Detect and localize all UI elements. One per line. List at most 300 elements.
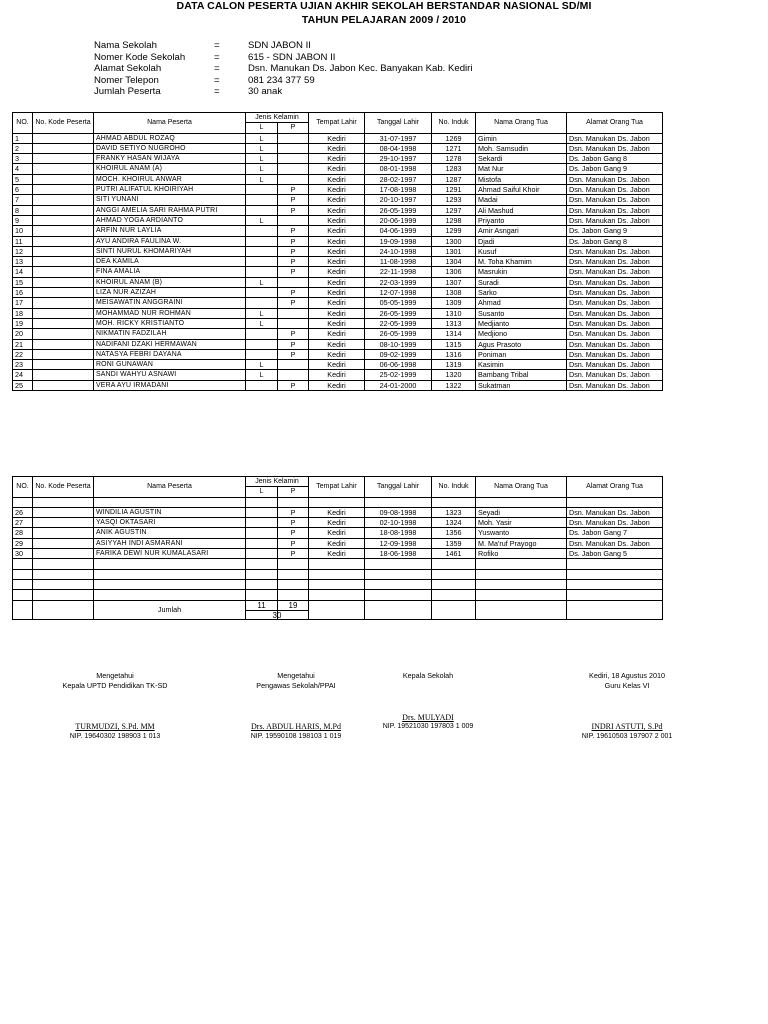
cell-tanggal: 22-05-1999 <box>365 318 432 328</box>
cell-p: P <box>278 549 309 559</box>
cell-l: L <box>246 133 278 143</box>
cell-induk: 1307 <box>432 277 476 287</box>
cell-no: 18 <box>13 308 33 318</box>
cell-empty <box>13 569 33 579</box>
totals-l: 11 <box>246 600 278 619</box>
cell-l <box>246 538 278 548</box>
cell-empty <box>432 559 476 569</box>
cell-tempat: Kediri <box>309 257 365 267</box>
cell-ortu: Masrukin <box>476 267 567 277</box>
cell-kode <box>33 133 94 143</box>
info-eq: = <box>214 74 220 86</box>
cell-nama: LIZA NUR AZIZAH <box>94 288 246 298</box>
cell-kode <box>33 507 94 517</box>
cell-l: L <box>246 154 278 164</box>
cell-alamat: Dsn. Manukan Ds. Jabon <box>567 246 663 256</box>
cell-l: L <box>246 143 278 153</box>
cell-ortu: Ali Mashud <box>476 205 567 215</box>
table-row <box>13 277 663 287</box>
cell-induk: 1310 <box>432 308 476 318</box>
cell-p <box>278 154 309 164</box>
empty-row <box>13 559 663 569</box>
cell-no: 4 <box>13 164 33 174</box>
cell-l: L <box>246 277 278 287</box>
cell-p: P <box>278 257 309 267</box>
cell-no: 9 <box>13 215 33 225</box>
cell-no: 1 <box>13 133 33 143</box>
cell-l: L <box>246 164 278 174</box>
header-l: L <box>246 123 278 133</box>
cell-kode <box>33 257 94 267</box>
cell-alamat: Dsn. Manukan Ds. Jabon <box>567 349 663 359</box>
cell-kode <box>33 370 94 380</box>
cell-alamat: Dsn. Manukan Ds. Jabon <box>567 215 663 225</box>
cell-alamat: Ds. Jabon Gang 8 <box>567 236 663 246</box>
table-row <box>13 154 663 164</box>
cell-empty <box>33 590 94 600</box>
signature-line2: Kepala UPTD Pendidikan TK-SD <box>62 680 168 690</box>
cell-l: L <box>246 318 278 328</box>
cell-kode <box>33 518 94 528</box>
signature-line2: Pengawas Sekolah/PPAI <box>256 680 336 690</box>
cell-empty <box>246 559 278 569</box>
cell-tempat: Kediri <box>309 215 365 225</box>
cell-induk: 1308 <box>432 288 476 298</box>
cell-ortu: Amir Asngari <box>476 226 567 236</box>
cell-empty <box>278 579 309 589</box>
table-header-row <box>13 113 663 123</box>
cell-empty <box>13 579 33 589</box>
cell-ortu: Moh. Samsudin <box>476 143 567 153</box>
cell-kode <box>33 164 94 174</box>
info-row <box>94 40 473 52</box>
cell-p <box>278 308 309 318</box>
cell-kode <box>33 549 94 559</box>
cell-nama: YASQI OKTASARI <box>94 518 246 528</box>
cell-nama: RONI GUNAWAN <box>94 360 246 370</box>
info-eq: = <box>214 63 220 75</box>
cell-alamat: Dsn. Manukan Ds. Jabon <box>567 298 663 308</box>
cell-alamat: Dsn. Manukan Ds. Jabon <box>567 518 663 528</box>
cell-induk: 1304 <box>432 257 476 267</box>
signature-nip: NIP. 19610503 197907 2 001 <box>581 732 673 740</box>
cell-induk: 1359 <box>432 538 476 548</box>
cell-kode <box>33 308 94 318</box>
cell-empty <box>432 590 476 600</box>
cell-tanggal: 26-05-1999 <box>365 205 432 215</box>
header-nama-orang-tua: Nama Orang Tua <box>476 113 567 134</box>
table-row <box>13 185 663 195</box>
cell-kode <box>33 246 94 256</box>
cell-tempat: Kediri <box>309 370 365 380</box>
table-row <box>13 226 663 236</box>
info-row <box>94 75 473 87</box>
header-p: P <box>278 123 309 133</box>
table-row <box>13 528 663 538</box>
info-label: Nomer Kode Sekolah <box>94 51 186 63</box>
signature-line1: Mengetahui <box>96 671 134 680</box>
cell-no: 12 <box>13 246 33 256</box>
cell-empty <box>94 569 246 579</box>
table-row <box>13 246 663 256</box>
empty-row <box>13 497 663 507</box>
cell-tanggal: 24-10-1998 <box>365 246 432 256</box>
table-row <box>13 267 663 277</box>
cell-l <box>246 205 278 215</box>
table-row <box>13 308 663 318</box>
cell-empty <box>476 497 567 507</box>
cell-no: 24 <box>13 370 33 380</box>
cell-tempat: Kediri <box>309 154 365 164</box>
cell-no: 13 <box>13 257 33 267</box>
cell-tempat: Kediri <box>309 174 365 184</box>
cell-alamat: Dsn. Manukan Ds. Jabon <box>567 318 663 328</box>
info-label: Nomer Telepon <box>94 74 159 86</box>
header-nama-orang-tua: Nama Orang Tua <box>476 477 567 498</box>
cell-tempat: Kediri <box>309 246 365 256</box>
cell-alamat: Ds. Jabon Gang 7 <box>567 528 663 538</box>
signature-nip: NIP. 19521030 197803 1 009 <box>382 723 474 730</box>
cell-kode <box>33 143 94 153</box>
cell-tanggal: 19-09-1998 <box>365 236 432 246</box>
table-row <box>13 236 663 246</box>
cell-kode <box>33 329 94 339</box>
cell-empty <box>432 497 476 507</box>
table-row <box>13 349 663 359</box>
cell-p <box>278 370 309 380</box>
cell-empty <box>33 559 94 569</box>
cell-nama: FINA AMALIA <box>94 267 246 277</box>
cell-empty <box>365 569 432 579</box>
cell-empty <box>567 569 663 579</box>
cell-nama: AHMAD YOGA ARDIANTO <box>94 215 246 225</box>
cell-alamat: Ds. Jabon Gang 8 <box>567 154 663 164</box>
cell-nama: DAVID SETIYO NUGROHO <box>94 143 246 153</box>
cell-tempat: Kediri <box>309 518 365 528</box>
cell-empty <box>94 559 246 569</box>
cell-alamat: Dsn. Manukan Ds. Jabon <box>567 370 663 380</box>
cell-l <box>246 288 278 298</box>
table-row <box>13 507 663 517</box>
cell-tanggal: 22-03-1999 <box>365 277 432 287</box>
empty-row <box>13 579 663 589</box>
signature-line2: Kepala Sekolah <box>402 671 454 680</box>
cell-alamat: Dsn. Manukan Ds. Jabon <box>567 205 663 215</box>
cell-kode <box>33 195 94 205</box>
cell-induk: 1271 <box>432 143 476 153</box>
cell-ortu: Madai <box>476 195 567 205</box>
cell-tempat: Kediri <box>309 298 365 308</box>
cell-l <box>246 349 278 359</box>
cell-no: 25 <box>13 380 33 390</box>
header-alamat-orang-tua: Alamat Orang Tua <box>567 113 663 134</box>
cell-tanggal: 12-07-1998 <box>365 288 432 298</box>
cell-tempat: Kediri <box>309 318 365 328</box>
signature-name: Drs. MULYADI <box>402 712 454 722</box>
cell-nama: PUTRI ALIFATUL KHOIRIYAH <box>94 185 246 195</box>
cell-nama: MEISAWATIN ANGGRAINI <box>94 298 246 308</box>
cell-tempat: Kediri <box>309 195 365 205</box>
cell-empty <box>309 590 365 600</box>
cell-p <box>278 174 309 184</box>
cell-ortu: Poniman <box>476 349 567 359</box>
cell-ortu: Kasimin <box>476 360 567 370</box>
cell-ortu: Suradi <box>476 277 567 287</box>
cell-tempat: Kediri <box>309 133 365 143</box>
cell-tempat: Kediri <box>309 349 365 359</box>
totals-p: 19 <box>278 600 309 619</box>
cell-ortu: Medjianto <box>476 318 567 328</box>
table-row <box>13 143 663 153</box>
cell-nama: NADIFANI DZAKI HERMAWAN <box>94 339 246 349</box>
table-row <box>13 133 663 143</box>
cell-tanggal: 12-09-1998 <box>365 538 432 548</box>
cell-ortu: Kusuf <box>476 246 567 256</box>
header-no-induk: No. Induk <box>432 113 476 134</box>
cell-tanggal: 20-10-1997 <box>365 195 432 205</box>
cell-empty <box>432 579 476 589</box>
info-label: Jumlah Peserta <box>94 86 161 98</box>
cell-p <box>278 360 309 370</box>
cell-tanggal: 29-10-1997 <box>365 154 432 164</box>
cell-tanggal: 05-05-1999 <box>365 298 432 308</box>
cell-alamat: Dsn. Manukan Ds. Jabon <box>567 339 663 349</box>
header-jenis-kelamin: Jenis Kelamin <box>246 113 309 123</box>
cell-empty <box>13 559 33 569</box>
signature-line2: Guru Kelas VI <box>604 680 650 690</box>
cell-empty <box>476 569 567 579</box>
header-no-induk: No. Induk <box>432 477 476 498</box>
cell-l <box>246 246 278 256</box>
cell-empty <box>94 497 246 507</box>
cell-tanggal: 11-08-1998 <box>365 257 432 267</box>
cell-induk: 1299 <box>432 226 476 236</box>
header-tanggal-lahir: Tanggal Lahir <box>365 477 432 498</box>
cell-ortu: Mat Nur <box>476 164 567 174</box>
cell-p <box>278 143 309 153</box>
cell-tanggal: 08-01-1998 <box>365 164 432 174</box>
cell-p: P <box>278 339 309 349</box>
cell-nama: AHMAD ABDUL ROZAQ <box>94 133 246 143</box>
cell-nama: SANDI WAHYU ASNAWI <box>94 370 246 380</box>
signature-block-guru <box>567 671 687 741</box>
cell-p: P <box>278 226 309 236</box>
cell-kode <box>33 360 94 370</box>
cell-p: P <box>278 507 309 517</box>
cell-tanggal: 26-05-1999 <box>365 329 432 339</box>
cell-no: 11 <box>13 236 33 246</box>
cell-no: 15 <box>13 277 33 287</box>
totals-label: Jumlah <box>94 600 246 619</box>
cell-no: 20 <box>13 329 33 339</box>
cell-induk: 1269 <box>432 133 476 143</box>
table-row <box>13 518 663 528</box>
cell-empty <box>13 497 33 507</box>
cell-kode <box>33 339 94 349</box>
cell-empty <box>246 590 278 600</box>
cell-tempat: Kediri <box>309 277 365 287</box>
table-row <box>13 329 663 339</box>
header-l: L <box>246 487 278 497</box>
cell-p: P <box>278 538 309 548</box>
table-row <box>13 370 663 380</box>
cell-tempat: Kediri <box>309 507 365 517</box>
cell-nama: ANGGI AMELIA SARI RAHMA PUTRI <box>94 205 246 215</box>
cell-tanggal: 26-05-1999 <box>365 308 432 318</box>
cell-ortu: Bambang Tribal <box>476 370 567 380</box>
cell-induk: 1320 <box>432 370 476 380</box>
cell-empty <box>365 579 432 589</box>
cell-empty <box>278 497 309 507</box>
header-kode: No. Kode Peserta <box>33 477 94 498</box>
cell-ortu: M. Ma'ruf Prayogo <box>476 538 567 548</box>
participants-table-2 <box>12 476 663 620</box>
table-row <box>13 288 663 298</box>
cell-induk: 1313 <box>432 318 476 328</box>
cell-empty <box>246 579 278 589</box>
cell-kode <box>33 380 94 390</box>
cell-nama: KHOIRUL ANAM (B) <box>94 277 246 287</box>
cell-ortu: Ahmad <box>476 298 567 308</box>
cell-tempat: Kediri <box>309 360 365 370</box>
table-row <box>13 549 663 559</box>
cell-induk: 1283 <box>432 164 476 174</box>
cell-p <box>278 215 309 225</box>
cell-no: 23 <box>13 360 33 370</box>
cell-kode <box>33 298 94 308</box>
cell-empty <box>365 559 432 569</box>
cell-induk: 1323 <box>432 507 476 517</box>
header-nama: Nama Peserta <box>94 113 246 134</box>
cell-tempat: Kediri <box>309 329 365 339</box>
cell-no: 7 <box>13 195 33 205</box>
cell-l <box>246 507 278 517</box>
cell-kode <box>33 215 94 225</box>
cell-induk: 1301 <box>432 246 476 256</box>
cell-alamat: Dsn. Manukan Ds. Jabon <box>567 257 663 267</box>
cell-no: 3 <box>13 154 33 164</box>
cell-no: 5 <box>13 174 33 184</box>
table-row <box>13 174 663 184</box>
cell-empty <box>278 590 309 600</box>
cell-tanggal: 08-04-1998 <box>365 143 432 153</box>
info-row <box>94 52 473 64</box>
table-row <box>13 538 663 548</box>
cell-ortu: Priyanto <box>476 215 567 225</box>
cell-p: P <box>278 246 309 256</box>
cell-empty <box>309 600 365 619</box>
cell-l <box>246 267 278 277</box>
cell-tanggal: 18-08-1998 <box>365 528 432 538</box>
cell-induk: 1297 <box>432 205 476 215</box>
cell-nama: SITI YUNANI <box>94 195 246 205</box>
info-value: 081 234 377 59 <box>248 74 315 86</box>
cell-no: 16 <box>13 288 33 298</box>
cell-no: 17 <box>13 298 33 308</box>
header-kode: No. Kode Peserta <box>33 113 94 134</box>
cell-alamat: Dsn. Manukan Ds. Jabon <box>567 308 663 318</box>
cell-ortu: Susanto <box>476 308 567 318</box>
cell-empty <box>13 600 33 619</box>
cell-p: P <box>278 185 309 195</box>
cell-nama: NATASYA FEBRI DAYANA <box>94 349 246 359</box>
header-no: NO. <box>13 113 33 134</box>
signature-nip: NIP. 19640302 198903 1 013 <box>69 732 161 740</box>
cell-empty <box>365 590 432 600</box>
cell-p: P <box>278 528 309 538</box>
table-row <box>13 257 663 267</box>
cell-nama: KHOIRUL ANAM (A) <box>94 164 246 174</box>
cell-induk: 1291 <box>432 185 476 195</box>
cell-alamat: Ds. Jabon Gang 5 <box>567 549 663 559</box>
info-label: Alamat Sekolah <box>94 63 162 75</box>
cell-induk: 1461 <box>432 549 476 559</box>
cell-p <box>278 318 309 328</box>
cell-nama: DEA KAMILA <box>94 257 246 267</box>
signature-name: Drs. ABDUL HARIS, M.Pd <box>251 722 341 731</box>
cell-alamat: Dsn. Manukan Ds. Jabon <box>567 360 663 370</box>
header-alamat-orang-tua: Alamat Orang Tua <box>567 477 663 498</box>
cell-empty <box>94 579 246 589</box>
cell-nama: MOHAMMAD NUR ROHMAN <box>94 308 246 318</box>
cell-ortu: Sekardi <box>476 154 567 164</box>
cell-empty <box>13 590 33 600</box>
cell-empty <box>476 579 567 589</box>
cell-tanggal: 28-02-1997 <box>365 174 432 184</box>
cell-l: L <box>246 308 278 318</box>
cell-l: L <box>246 360 278 370</box>
cell-empty <box>278 559 309 569</box>
cell-ortu: Rofiko <box>476 549 567 559</box>
cell-no: 28 <box>13 528 33 538</box>
cell-empty <box>309 579 365 589</box>
cell-induk: 1356 <box>432 528 476 538</box>
cell-tanggal: 08-10-1999 <box>365 339 432 349</box>
cell-empty <box>365 497 432 507</box>
cell-kode <box>33 528 94 538</box>
cell-ortu: Gimin <box>476 133 567 143</box>
cell-induk: 1278 <box>432 154 476 164</box>
cell-kode <box>33 318 94 328</box>
cell-alamat: Dsn. Manukan Ds. Jabon <box>567 143 663 153</box>
cell-kode <box>33 226 94 236</box>
cell-alamat: Dsn. Manukan Ds. Jabon <box>567 538 663 548</box>
totals-row <box>13 600 663 619</box>
cell-nama: WINDILIA AGUSTIN <box>94 507 246 517</box>
table-row <box>13 318 663 328</box>
cell-kode <box>33 267 94 277</box>
info-eq: = <box>214 51 220 63</box>
cell-no: 27 <box>13 518 33 528</box>
cell-empty <box>33 569 94 579</box>
cell-no: 21 <box>13 339 33 349</box>
info-row <box>94 63 473 75</box>
cell-tempat: Kediri <box>309 549 365 559</box>
cell-alamat: Dsn. Manukan Ds. Jabon <box>567 195 663 205</box>
cell-p: P <box>278 288 309 298</box>
cell-no: 6 <box>13 185 33 195</box>
cell-l <box>246 236 278 246</box>
cell-l <box>246 339 278 349</box>
info-row <box>94 86 473 98</box>
cell-empty <box>365 600 432 619</box>
cell-no: 2 <box>13 143 33 153</box>
cell-tempat: Kediri <box>309 236 365 246</box>
cell-kode <box>33 288 94 298</box>
cell-induk: 1309 <box>432 298 476 308</box>
cell-ortu: Mistofa <box>476 174 567 184</box>
cell-nama: FARIKA DEWI NUR KUMALASARI <box>94 549 246 559</box>
